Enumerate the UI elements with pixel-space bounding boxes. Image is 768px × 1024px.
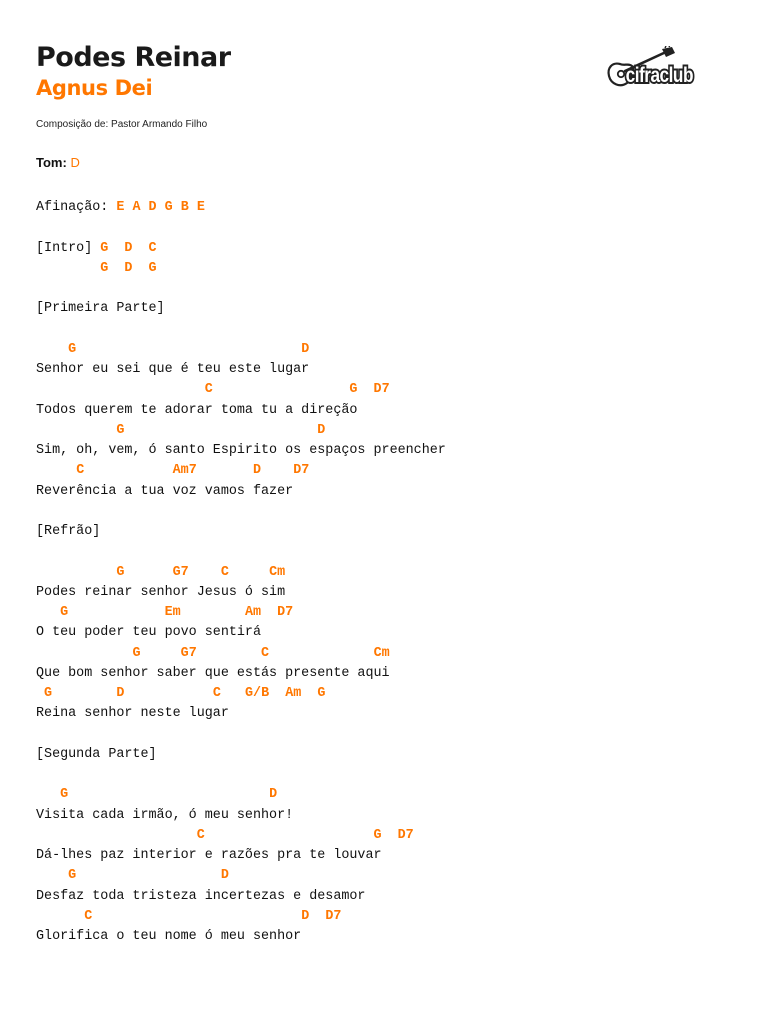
chord[interactable]: Am (244, 605, 262, 620)
chord-line (36, 563, 446, 583)
chord[interactable]: D7 (277, 605, 294, 620)
composer-credit: Composição de: Pastor Armando Filho (36, 119, 208, 130)
chord[interactable]: E (196, 200, 205, 215)
chord[interactable]: C (76, 463, 85, 479)
lyric-line: Podes reinar senhor Jesus ó sim (36, 584, 286, 600)
chord[interactable]: G (148, 260, 157, 276)
chord-line: [Intro] G D C (36, 240, 157, 256)
chord[interactable]: G7 (172, 564, 189, 580)
lyric-line: Senhor eu sei que é teu este lugar (36, 362, 310, 377)
chord[interactable]: D (301, 341, 310, 357)
chord[interactable]: C (148, 240, 157, 256)
blank-line (36, 725, 446, 745)
chord-line (36, 684, 446, 704)
chord[interactable]: Cm (269, 564, 286, 580)
lyric-line: Sim, oh, vem, ó santo Espirito os espaços preencher (36, 443, 446, 458)
chord-line (36, 259, 446, 279)
chord[interactable]: G (132, 645, 141, 661)
chord[interactable]: G (60, 605, 69, 620)
chord-line (36, 421, 446, 441)
chord[interactable]: D7 (325, 908, 342, 924)
chord[interactable]: Am7 (172, 463, 197, 479)
chord[interactable]: D (253, 463, 262, 479)
lyric-line: Visita cada irmão, ó meu senhor! (36, 807, 294, 823)
chord[interactable]: A (132, 200, 141, 215)
chord[interactable]: D (269, 787, 278, 803)
chord[interactable]: G/B (245, 686, 270, 701)
lyric-line: Glorifica o teu nome ó meu senhor (36, 929, 302, 944)
chord[interactable]: D (317, 422, 326, 438)
lyric-line: Desfaz toda tristeza incertezas e desamor (36, 888, 366, 904)
chord-line (36, 603, 446, 623)
chord[interactable]: G (116, 422, 125, 438)
chord[interactable]: C (84, 908, 93, 924)
chord-line (36, 826, 446, 846)
chord[interactable]: G (44, 686, 53, 701)
lyric-line: Reverência a tua voz vamos fazer (36, 483, 294, 499)
chord[interactable]: C (212, 686, 221, 701)
chord[interactable]: G (317, 686, 326, 701)
lyric-line: [Segunda Parte] (36, 746, 157, 762)
chord[interactable]: Am (285, 686, 302, 701)
chord[interactable]: G (68, 868, 77, 884)
lyric-line: O teu poder teu povo sentirá (36, 625, 261, 641)
chord-line (36, 644, 446, 664)
chord[interactable]: G (164, 200, 173, 215)
chord[interactable]: Em (164, 605, 181, 620)
blank-line (36, 765, 446, 785)
chord[interactable]: D (301, 908, 310, 924)
blank-line (36, 218, 446, 238)
chord-line (36, 907, 446, 927)
chord[interactable]: C (220, 564, 229, 580)
chord[interactable]: G (373, 827, 382, 843)
chord[interactable]: G (68, 341, 77, 357)
blank-line (36, 320, 446, 340)
chord[interactable]: D (148, 200, 157, 215)
chord[interactable]: G (60, 787, 69, 803)
blank-line (36, 279, 446, 299)
chord-sheet (36, 198, 446, 947)
chord[interactable]: D (220, 868, 229, 884)
chord[interactable]: E (116, 200, 125, 215)
chord[interactable]: D7 (373, 382, 390, 398)
chord-line (36, 785, 446, 805)
chord[interactable]: D7 (397, 827, 414, 843)
key-value[interactable]: D (70, 155, 80, 170)
chord[interactable]: D (116, 686, 125, 701)
chord[interactable]: Cm (373, 645, 390, 661)
chord[interactable]: G (100, 260, 109, 276)
lyric-line: Dá-lhes paz interior e razões pra te louvar (36, 848, 382, 863)
chord[interactable]: D7 (293, 463, 310, 479)
chord-line (36, 380, 446, 400)
chord[interactable]: G (349, 382, 358, 398)
logo-wordmark: cifraclub (625, 64, 693, 88)
chord[interactable]: G (100, 240, 109, 256)
lyric-line: Todos querem te adorar toma tu a direção (36, 402, 358, 418)
chord[interactable]: B (180, 200, 189, 215)
chord-line (36, 340, 446, 360)
lyric-line: [Refrão] (36, 524, 101, 539)
song-title: Podes Reinar (36, 42, 231, 73)
lyric-line: Que bom senhor saber que estás presente aqui (36, 665, 390, 681)
chord[interactable]: G7 (180, 645, 197, 661)
chord[interactable]: C (196, 827, 205, 843)
chord[interactable]: D (124, 240, 133, 256)
chord-line (36, 866, 446, 886)
lyric-line: [Primeira Parte] (36, 301, 165, 317)
key-line (36, 155, 80, 170)
artist-name[interactable]: Agnus Dei (36, 76, 153, 100)
chord[interactable]: C (204, 382, 213, 398)
lyric-line: Reina senhor neste lugar (36, 706, 229, 722)
chord-line (36, 461, 446, 481)
blank-line (36, 542, 446, 562)
chord[interactable]: C (261, 645, 270, 661)
chord-line: Afinação: E A D G B E (36, 200, 205, 215)
blank-line (36, 502, 446, 522)
chord[interactable]: G (116, 564, 125, 580)
chord[interactable]: D (124, 260, 133, 276)
cifraclub-logo[interactable] (606, 46, 722, 94)
key-label: Tom: (36, 155, 67, 170)
